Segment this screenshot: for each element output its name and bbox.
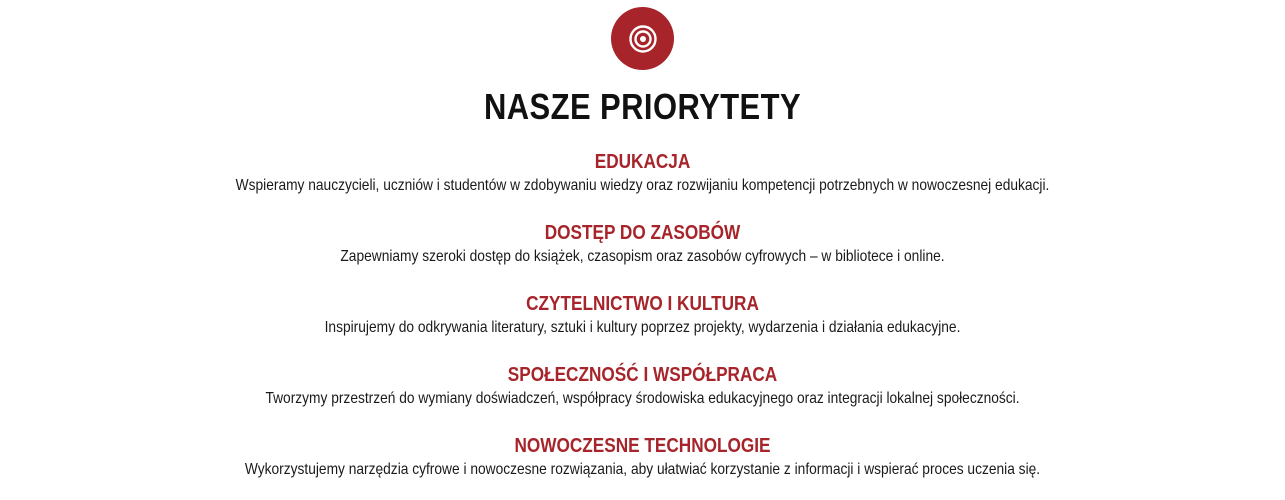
priority-item-education bbox=[0, 149, 1285, 197]
priority-title: SPOŁECZNOŚĆ I WSPÓŁPRACA bbox=[507, 364, 778, 386]
priority-description: Wspieramy nauczycieli, uczniów i studentów w zdobywaniu wiedzy oraz rozwijaniu kompetencji potrzebnych w nowoczesnej edukacji. bbox=[235, 177, 1050, 194]
priority-title: NOWOCZESNE TECHNOLOGIE bbox=[514, 435, 771, 457]
target-icon-graphic bbox=[628, 24, 658, 54]
target-icon bbox=[611, 7, 674, 70]
priority-description: Inspirujemy do odkrywania literatury, sztuki i kultury poprzez projekty, wydarzenia i działania edukacyjne. bbox=[324, 319, 961, 336]
priority-description: Wykorzystujemy narzędzia cyfrowe i nowoczesne rozwiązania, aby ułatwiać korzystanie z informacji i wspierać proces uczenia się. bbox=[244, 461, 1041, 478]
priority-item-community bbox=[0, 362, 1285, 410]
priority-item-resources bbox=[0, 220, 1285, 268]
priority-item-reading-culture bbox=[0, 291, 1285, 339]
priority-description: Zapewniamy szeroki dostęp do książek, czasopism oraz zasobów cyfrowych – w bibliotece i online. bbox=[340, 248, 945, 265]
priority-item-technology bbox=[0, 433, 1285, 481]
priority-title: CZYTELNICTWO I KULTURA bbox=[526, 293, 759, 315]
page-title: NASZE PRIORYTETY bbox=[483, 86, 802, 127]
priority-title: DOSTĘP DO ZASOBÓW bbox=[544, 222, 741, 244]
priority-title: EDUKACJA bbox=[594, 151, 691, 173]
priority-description: Tworzymy przestrzeń do wymiany doświadczeń, współpracy środowiska edukacyjnego oraz integracji lokalnej społeczności. bbox=[265, 390, 1020, 407]
